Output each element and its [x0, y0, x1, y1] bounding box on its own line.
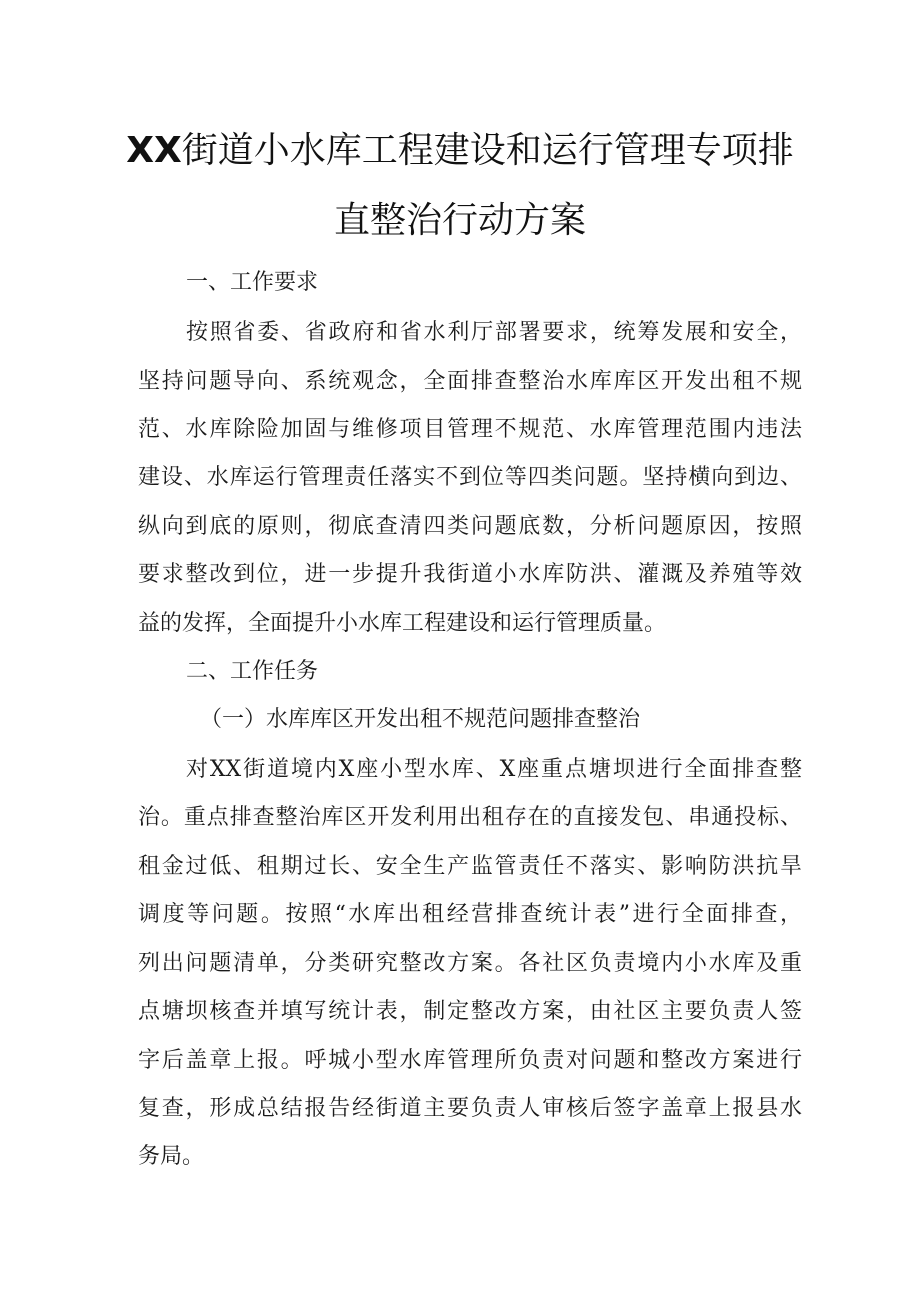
section-1-heading: 一、工作要求	[186, 270, 319, 295]
title-line-1-text: 街道小水库工程建设和运行管理专项排	[181, 130, 794, 171]
document-title-line-2: 直整治行动方案	[333, 200, 586, 241]
section-2-line: 租金过低、租期过长、安全生产监管责任不落实、影响防洪抗旱	[138, 854, 802, 879]
section-2-line: 复查，形成总结报告经街道主要负责人审核后签字盖章上报县水	[138, 1096, 802, 1121]
section-1-line: 纵向到底的原则，彻底查清四类问题底数，分析问题原因，按照	[138, 514, 802, 539]
section-2-heading: 二、工作任务	[186, 659, 319, 684]
section-1-line: 要求整改到位，进一步提升我街道小水库防洪、灌溉及养殖等效	[138, 562, 802, 587]
section-2-line: 治。重点排查整治库区开发利用出租存在的直接发包、串通投标、	[138, 805, 802, 830]
section-2-subheading: （一）水库库区开发出租不规范问题排查整治	[200, 707, 641, 732]
section-2-line: 列出问题清单，分类研究整改方案。各社区负责境内小水库及重	[138, 951, 802, 976]
section-2-line: 点塘坝核查并填写统计表，制定整改方案，由社区主要负责人签	[138, 999, 802, 1024]
section-2-line: 字后盖章上报。呼城小型水库管理所负责对问题和整改方案进行	[138, 1048, 802, 1073]
section-1-line: 范、水库除险加固与维修项目管理不规范、水库管理范围内违法	[138, 417, 802, 442]
document-title-line-1	[0, 129, 920, 173]
title-prefix: XX	[126, 130, 182, 171]
section-1-line: 坚持问题导向、系统观念，全面排查整治水库库区开发出租不规	[138, 369, 802, 394]
section-2-line: 务局。	[138, 1144, 205, 1169]
section-2-line: 调度等问题。按照“水库出租经营排查统计表”进行全面排查，	[138, 902, 802, 927]
section-1-line: 建设、水库运行管理责任落实不到位等四类问题。坚持横向到边、	[138, 465, 802, 490]
section-1-line: 益的发挥，全面提升小水库工程建设和运行管理质量。	[138, 611, 667, 636]
section-2-line: 对XX街道境内X座小型水库、X座重点塘坝进行全面排查整	[186, 757, 802, 782]
section-1-line: 按照省委、省政府和省水利厅部署要求，统筹发展和安全，	[186, 320, 802, 345]
